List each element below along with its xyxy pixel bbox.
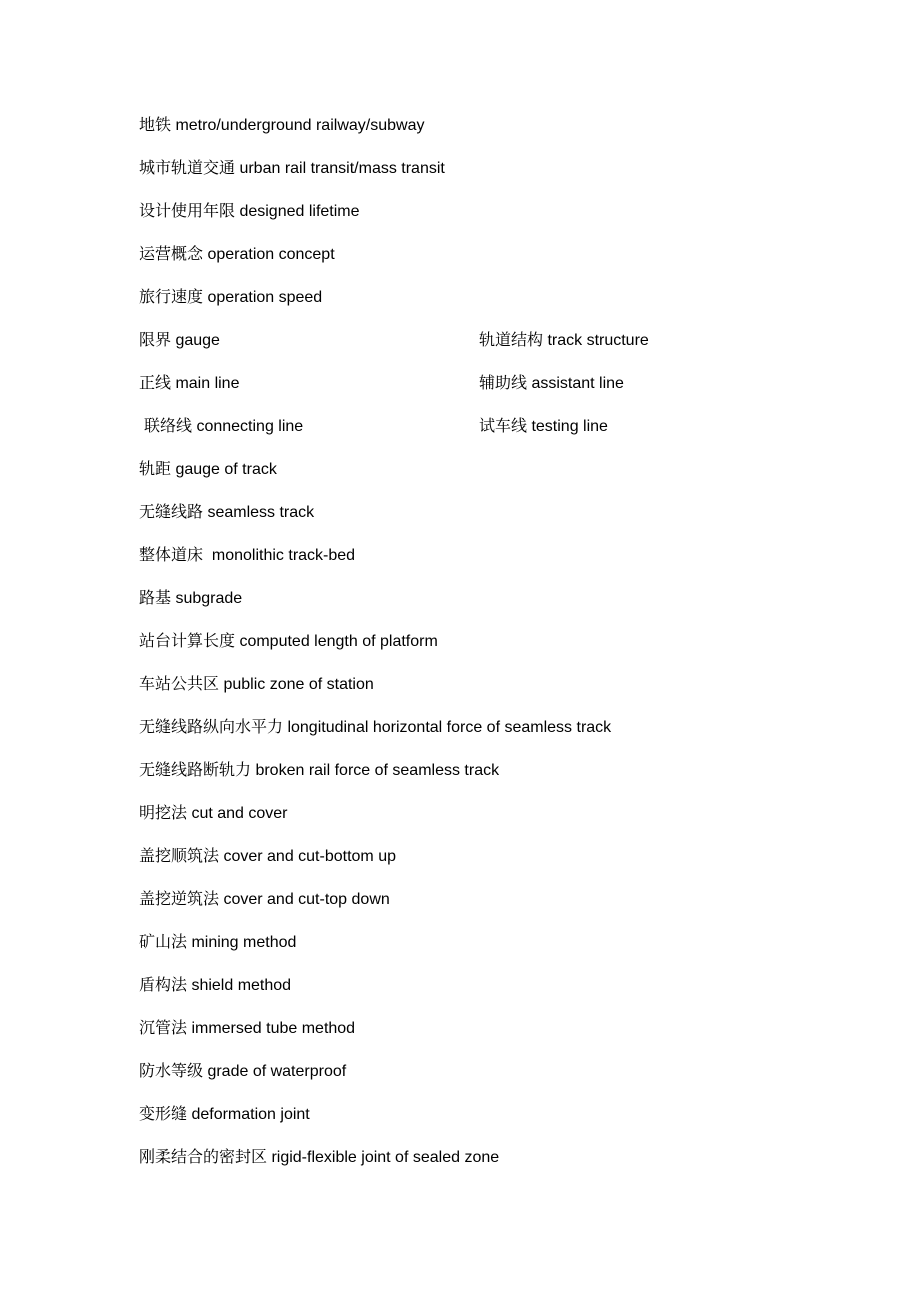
glossary-term: 城市轨道交通 urban rail transit/mass transit <box>139 160 445 177</box>
glossary-row <box>139 415 839 458</box>
glossary-row <box>139 286 839 329</box>
glossary-row <box>139 544 839 587</box>
glossary-term: 明挖法 cut and cover <box>139 805 288 822</box>
glossary-row <box>139 587 839 630</box>
glossary-row <box>139 716 839 759</box>
glossary-term: 沉管法 immersed tube method <box>139 1020 356 1037</box>
glossary-row <box>139 888 839 931</box>
glossary-row <box>139 759 839 802</box>
glossary-row <box>139 458 839 501</box>
glossary-term: 正线 main line <box>139 375 240 392</box>
glossary-term: 旅行速度 operation speed <box>139 289 323 306</box>
glossary-term: 整体道床 monolithic track-bed <box>139 547 356 564</box>
glossary-term-list <box>139 114 839 1189</box>
glossary-row <box>139 372 839 415</box>
glossary-term: 轨距 gauge of track <box>139 461 277 478</box>
glossary-term: 路基 subgrade <box>139 590 243 607</box>
glossary-row <box>139 845 839 888</box>
glossary-row <box>139 974 839 1017</box>
glossary-term: 地铁 metro/underground railway/subway <box>139 117 425 134</box>
glossary-row <box>139 1017 839 1060</box>
glossary-row <box>139 1060 839 1103</box>
glossary-row <box>139 630 839 673</box>
glossary-row <box>139 1146 839 1189</box>
glossary-term: 限界 gauge <box>139 332 220 349</box>
glossary-term: 盖挖顺筑法 cover and cut-bottom up <box>139 848 396 865</box>
glossary-term: 设计使用年限 designed lifetime <box>139 203 360 220</box>
glossary-term: 盾构法 shield method <box>139 977 292 994</box>
glossary-row <box>139 157 839 200</box>
glossary-term: 防水等级 grade of waterproof <box>139 1063 347 1080</box>
glossary-term: 联络线 connecting line <box>144 418 304 435</box>
glossary-row <box>139 1103 839 1146</box>
glossary-term: 试车线 testing line <box>479 418 608 435</box>
glossary-term: 辅助线 assistant line <box>479 375 624 392</box>
glossary-term: 变形缝 deformation joint <box>139 1106 310 1123</box>
glossary-term: 矿山法 mining method <box>139 934 297 951</box>
glossary-row <box>139 200 839 243</box>
glossary-term: 运营概念 operation concept <box>139 246 335 263</box>
glossary-term: 车站公共区 public zone of station <box>139 676 374 693</box>
glossary-term: 刚柔结合的密封区 rigid-flexible joint of sealed zone <box>139 1149 500 1166</box>
glossary-row <box>139 673 839 716</box>
glossary-row <box>139 931 839 974</box>
glossary-row <box>139 329 839 372</box>
glossary-row <box>139 501 839 544</box>
glossary-term: 盖挖逆筑法 cover and cut-top down <box>139 891 390 908</box>
glossary-term: 站台计算长度 computed length of platform <box>139 633 438 650</box>
glossary-term: 无缝线路 seamless track <box>139 504 315 521</box>
glossary-row <box>139 802 839 845</box>
glossary-term: 无缝线路纵向水平力 longitudinal horizontal force of seamless track <box>139 719 612 736</box>
glossary-row <box>139 114 839 157</box>
glossary-term: 无缝线路断轨力 broken rail force of seamless track <box>139 762 500 779</box>
glossary-term: 轨道结构 track structure <box>479 332 649 349</box>
glossary-row <box>139 243 839 286</box>
